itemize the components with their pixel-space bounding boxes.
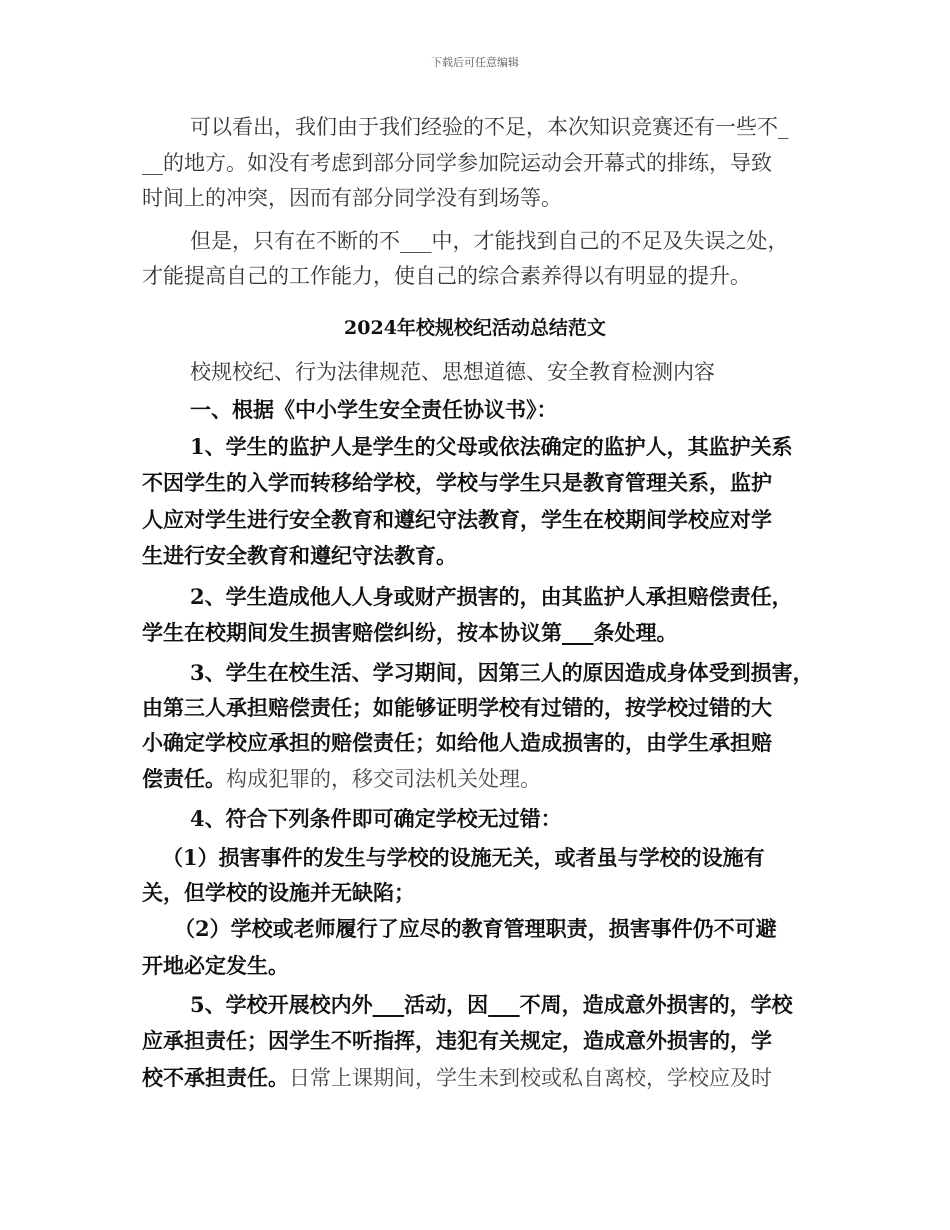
item-3-bold-text: 偿责任。 [142,766,226,791]
item-5-bold-text: 校不承担责任。 [142,1065,289,1090]
subtitle: 校规校纪、行为法律规范、思想道德、安全教育检测内容 [190,360,715,384]
item-4-sub-2-line: （2）学校或老师履行了应尽的教育管理职责，损害事件仍不可避 [174,916,777,941]
item-3-line: 小确定学校应承担的赔偿责任；如给他人造成损害的，由学生承担赔 [142,730,772,755]
item-2-line: 学生在校期间发生损害赔偿纠纷，按本协议第___条处理。 [142,620,678,645]
item-4-sub-1-line: 关，但学校的设施并无缺陷； [142,880,415,905]
item-5-normal-text: 日常上课期间，学生未到校或私自离校，学校应及时 [289,1066,772,1090]
item-4-line: 4、符合下列条件即可确定学校无过错： [190,806,562,831]
item-1-line: 1、学生的监护人是学生的父母或依法确定的监护人，其监护关系 [190,434,793,459]
item-3-line: 3、学生在校生活、学习期间，因第三人的原因造成身体受到损害， [190,660,814,685]
item-4-sub-1-line: （1）损害事件的发生与学校的设施无关，或者虽与学校的设施有 [162,845,765,870]
item-4-sub-2-line: 开地必定发生。 [142,953,289,978]
item-2-line: 2、学生造成他人人身或财产损害的，由其监护人承担赔偿责任， [190,584,793,609]
item-3-line: 由第三人承担赔偿责任；如能够证明学校有过错的，按学校过错的大 [142,695,772,720]
item-1-line: 生进行安全教育和遵纪守法教育。 [142,543,457,568]
intro-line: 可以看出，我们由于我们经验的不足，本次知识竞赛还有一些不_ [190,115,789,139]
intro-line: 时间上的冲突，因而有部分同学没有到场等。 [142,186,562,210]
document-title: 2024年校规校纪活动总结范文 [344,317,606,339]
item-1-line: 人应对学生进行安全教育和遵纪守法教育，学生在校期间学校应对学 [142,507,772,532]
item-1-line: 不因学生的入学而转移给学校，学校与学生只是教育管理关系，监护 [142,470,772,495]
item-5-line: 5、学校开展校内外___活动，因___不周，造成意外损害的，学校 [190,992,793,1017]
intro-line: 但是，只有在不断的不___中，才能找到自己的不足及失误之处， [190,229,789,253]
page-header: 下载后可任意编辑 [431,56,519,69]
item-5-line [142,1063,772,1093]
item-3-line [142,764,541,794]
item-3-normal-text: 构成犯罪的，移交司法机关处理。 [226,767,541,791]
intro-line: 才能提高自己的工作能力，使自己的综合素养得以有明显的提升。 [142,264,751,288]
section-heading: 一、根据《中小学生安全责任协议书》： [190,397,558,422]
intro-line: __的地方。如没有考虑到部分同学参加院运动会开幕式的排练，导致 [142,151,772,175]
item-5-line: 应承担责任；因学生不听指挥，违犯有关规定，造成意外损害的，学 [142,1028,772,1053]
